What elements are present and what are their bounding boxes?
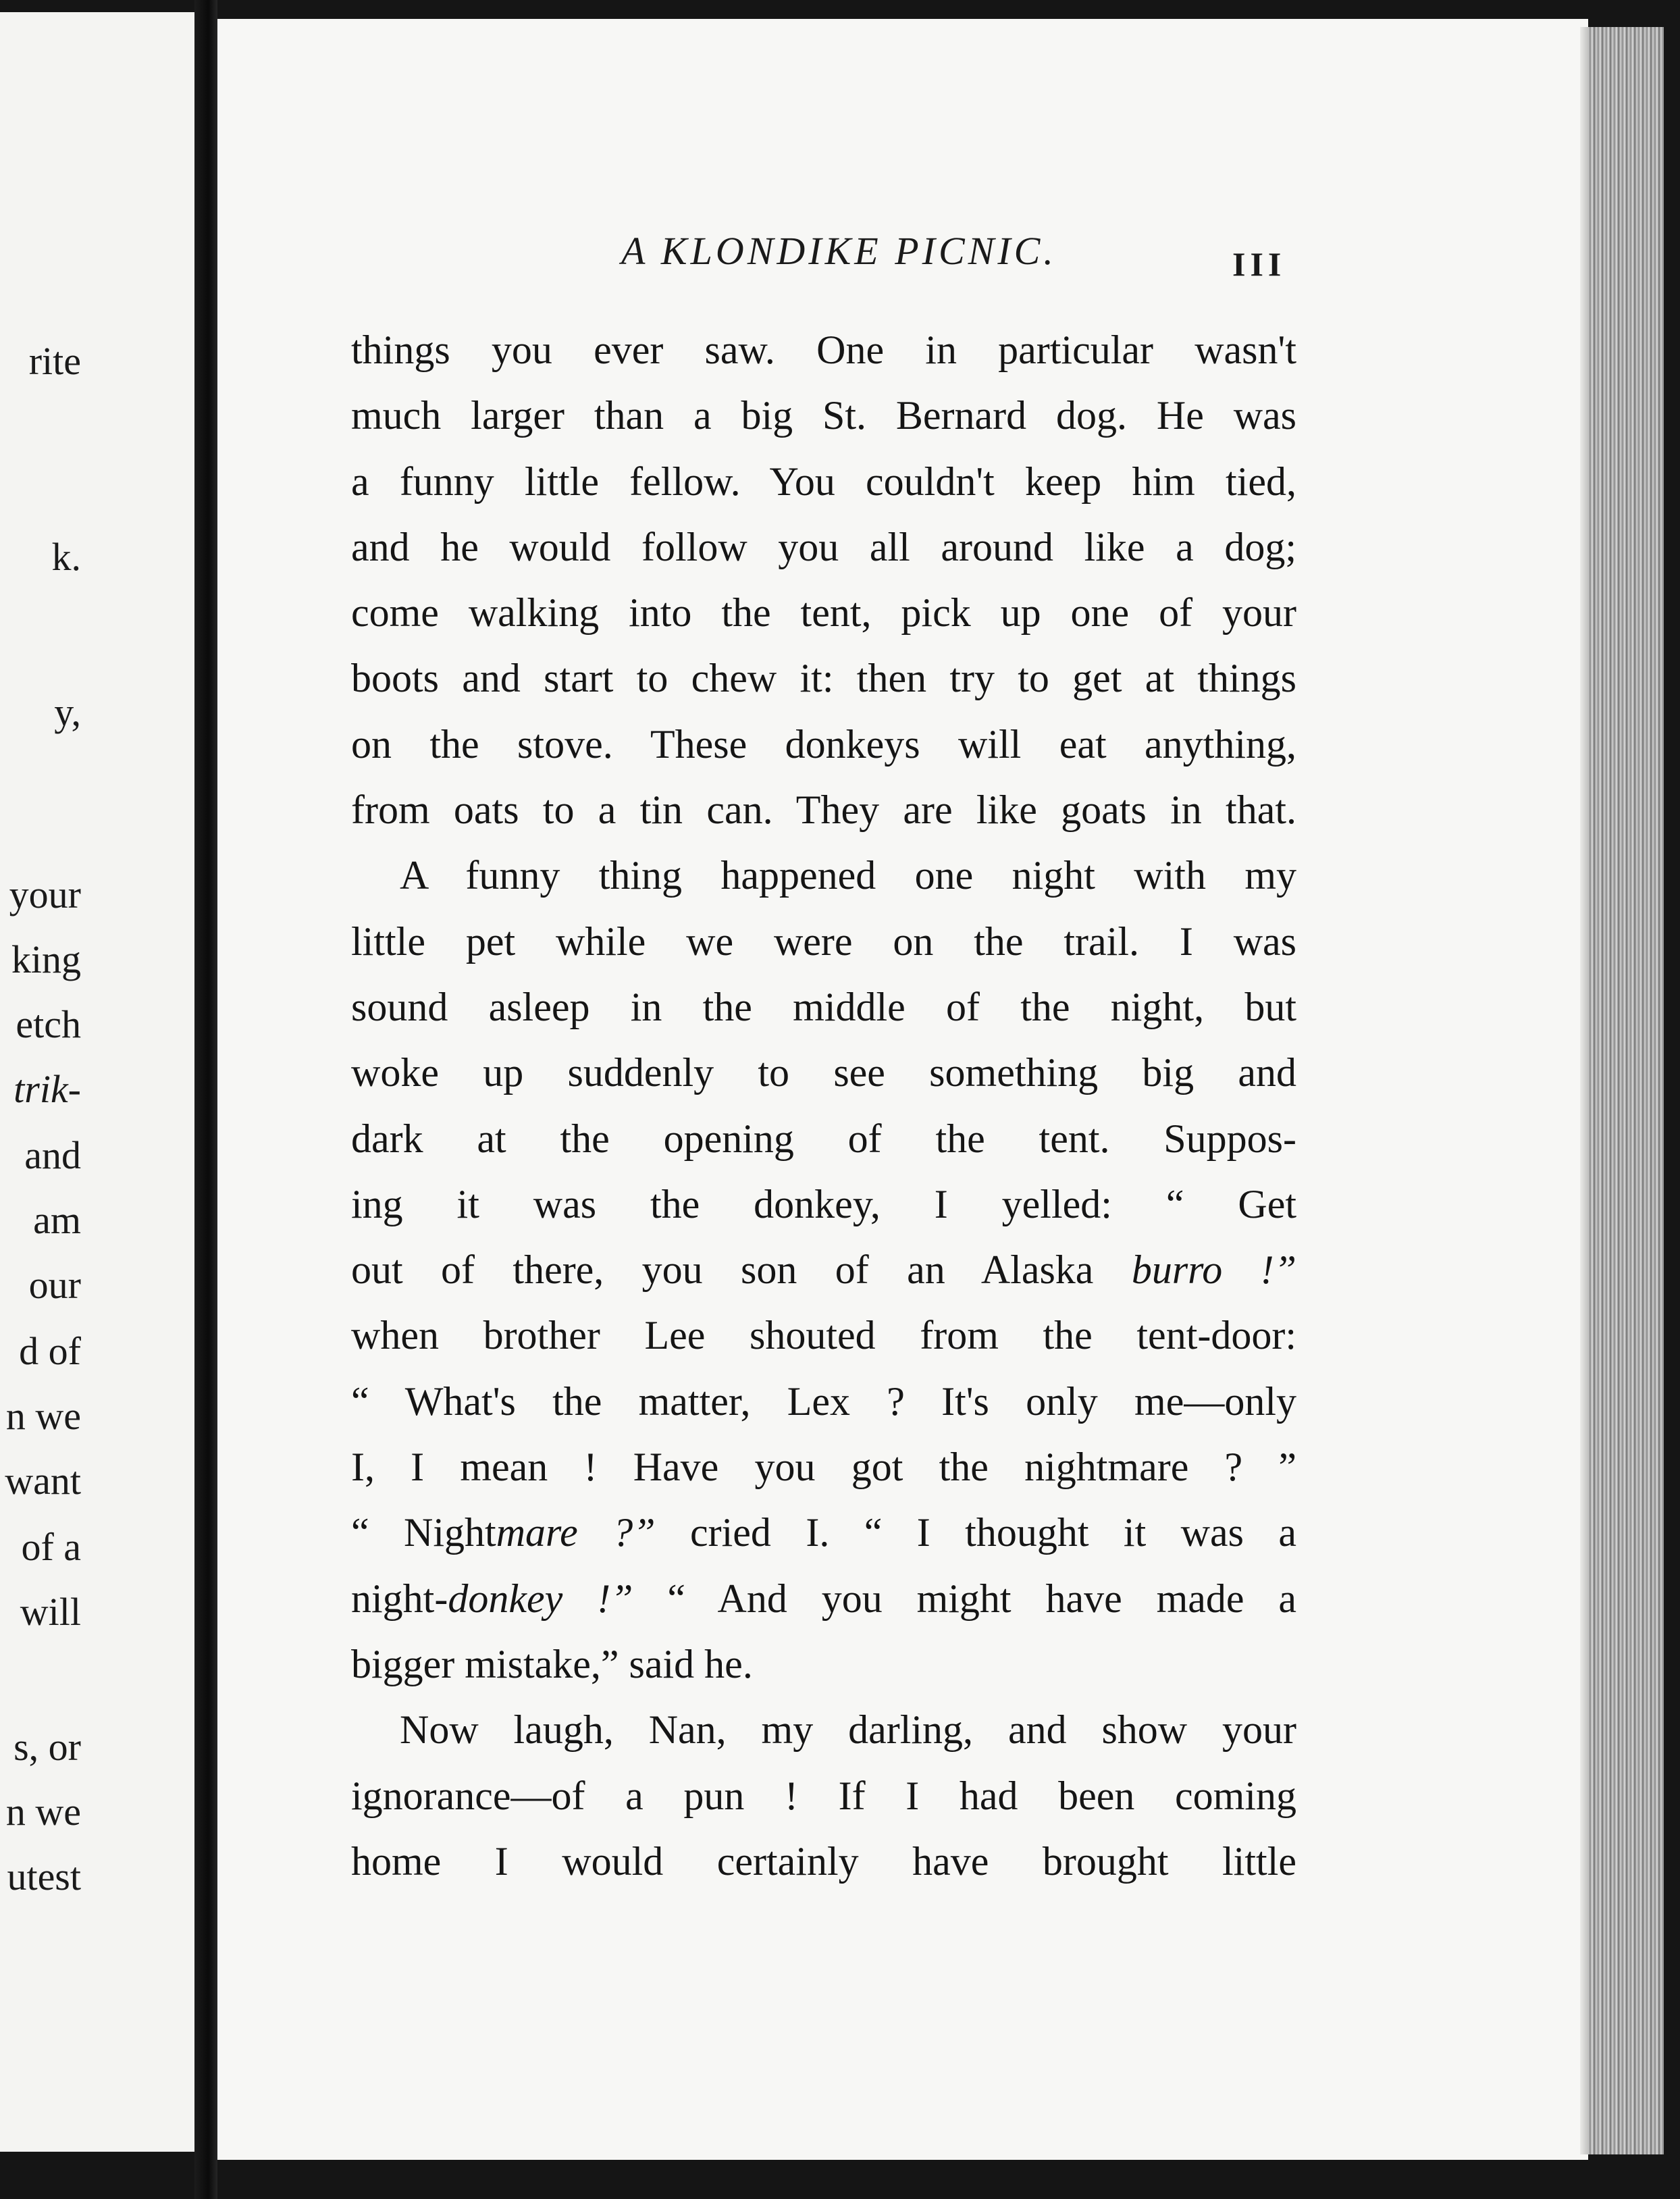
text-line: home I would certainly have brought little: [351, 1838, 1296, 1884]
text-line: sound asleep in the middle of the night, but: [351, 984, 1296, 1029]
page-stack-edge: [1588, 27, 1664, 2154]
text-line: [351, 1500, 1296, 1566]
italic-word: mare ?”: [496, 1510, 656, 1555]
left-fragment: trik-: [14, 1067, 81, 1111]
text-line: bigger mistake,” said he.: [351, 1641, 753, 1686]
text-line: woke up suddenly to see something big and: [351, 1050, 1296, 1095]
left-facing-page: [0, 12, 194, 2152]
text-line: come walking into the tent, pick up one of your: [351, 590, 1296, 636]
left-fragment: s, or: [14, 1725, 81, 1769]
italic-word: burro !”: [1131, 1247, 1297, 1293]
text-segment: cried I. “ I thought it was a: [690, 1510, 1297, 1555]
text-line: A funny thing happened one night with my: [400, 853, 1296, 898]
text-line: from oats to a tin can. They are like goats in that.: [351, 787, 1296, 833]
left-fragment: king: [11, 937, 81, 981]
text-line: I, I mean ! Have you got the nightmare ? ”: [351, 1445, 1296, 1490]
text-line: much larger than a big St. Bernard dog. He was: [351, 393, 1296, 438]
text-line: “ What's the matter, Lex ? It's only me—only: [351, 1378, 1296, 1424]
left-fragment: d of: [19, 1329, 81, 1373]
text-line: Now laugh, Nan, my darling, and show your: [400, 1707, 1296, 1753]
text-segment: “ And you might have made a: [667, 1576, 1296, 1621]
text-line: dark at the opening of the tent. Suppos-: [351, 1116, 1296, 1161]
left-fragment: etch: [16, 1002, 81, 1046]
left-fragment: your: [9, 873, 81, 916]
text-line: and he would follow you all around like a dog;: [351, 524, 1296, 569]
text-line: a funny little fellow. You couldn't keep him tied,: [351, 459, 1296, 504]
italic-word: donkey !”: [448, 1576, 633, 1621]
text-line: ignorance—of a pun ! If I had been coming: [351, 1773, 1296, 1818]
text-segment: out of there, you son of an Alaska: [351, 1247, 1094, 1293]
left-fragment: of a: [21, 1525, 81, 1569]
text-segment: night-: [351, 1576, 448, 1621]
left-fragment: y,: [54, 690, 81, 734]
left-fragment: rite: [28, 339, 81, 383]
left-fragment: want: [5, 1459, 81, 1503]
left-fragment: n we: [5, 1394, 81, 1438]
text-line: [351, 1237, 1296, 1303]
left-fragment: our: [28, 1263, 81, 1307]
text-line: little pet while we were on the trail. I was: [351, 919, 1296, 964]
left-fragment: am: [33, 1198, 81, 1242]
book-gutter: [194, 0, 217, 2199]
body-text: [351, 317, 1296, 1894]
left-fragment: utest: [7, 1855, 81, 1898]
page-number: III: [1232, 245, 1286, 283]
text-line: when brother Lee shouted from the tent-door:: [351, 1313, 1296, 1358]
text-line: boots and start to chew it: then try to get at things: [351, 656, 1296, 701]
left-fragment: and: [24, 1133, 81, 1177]
text-line: on the stove. These donkeys will eat anything,: [351, 721, 1296, 767]
left-page-text-fragments: [0, 12, 194, 2152]
text-line: ing it was the donkey, I yelled: “ Get: [351, 1181, 1296, 1226]
left-fragment: k.: [51, 535, 81, 579]
text-segment: “ Night: [351, 1510, 496, 1555]
left-fragment: will: [20, 1590, 81, 1634]
left-fragment: n we: [5, 1790, 81, 1834]
text-line: [351, 1566, 1296, 1632]
text-line: things you ever saw. One in particular wasn't: [351, 328, 1296, 372]
running-head: A KLONDIKE PICNIC.: [621, 229, 1057, 273]
